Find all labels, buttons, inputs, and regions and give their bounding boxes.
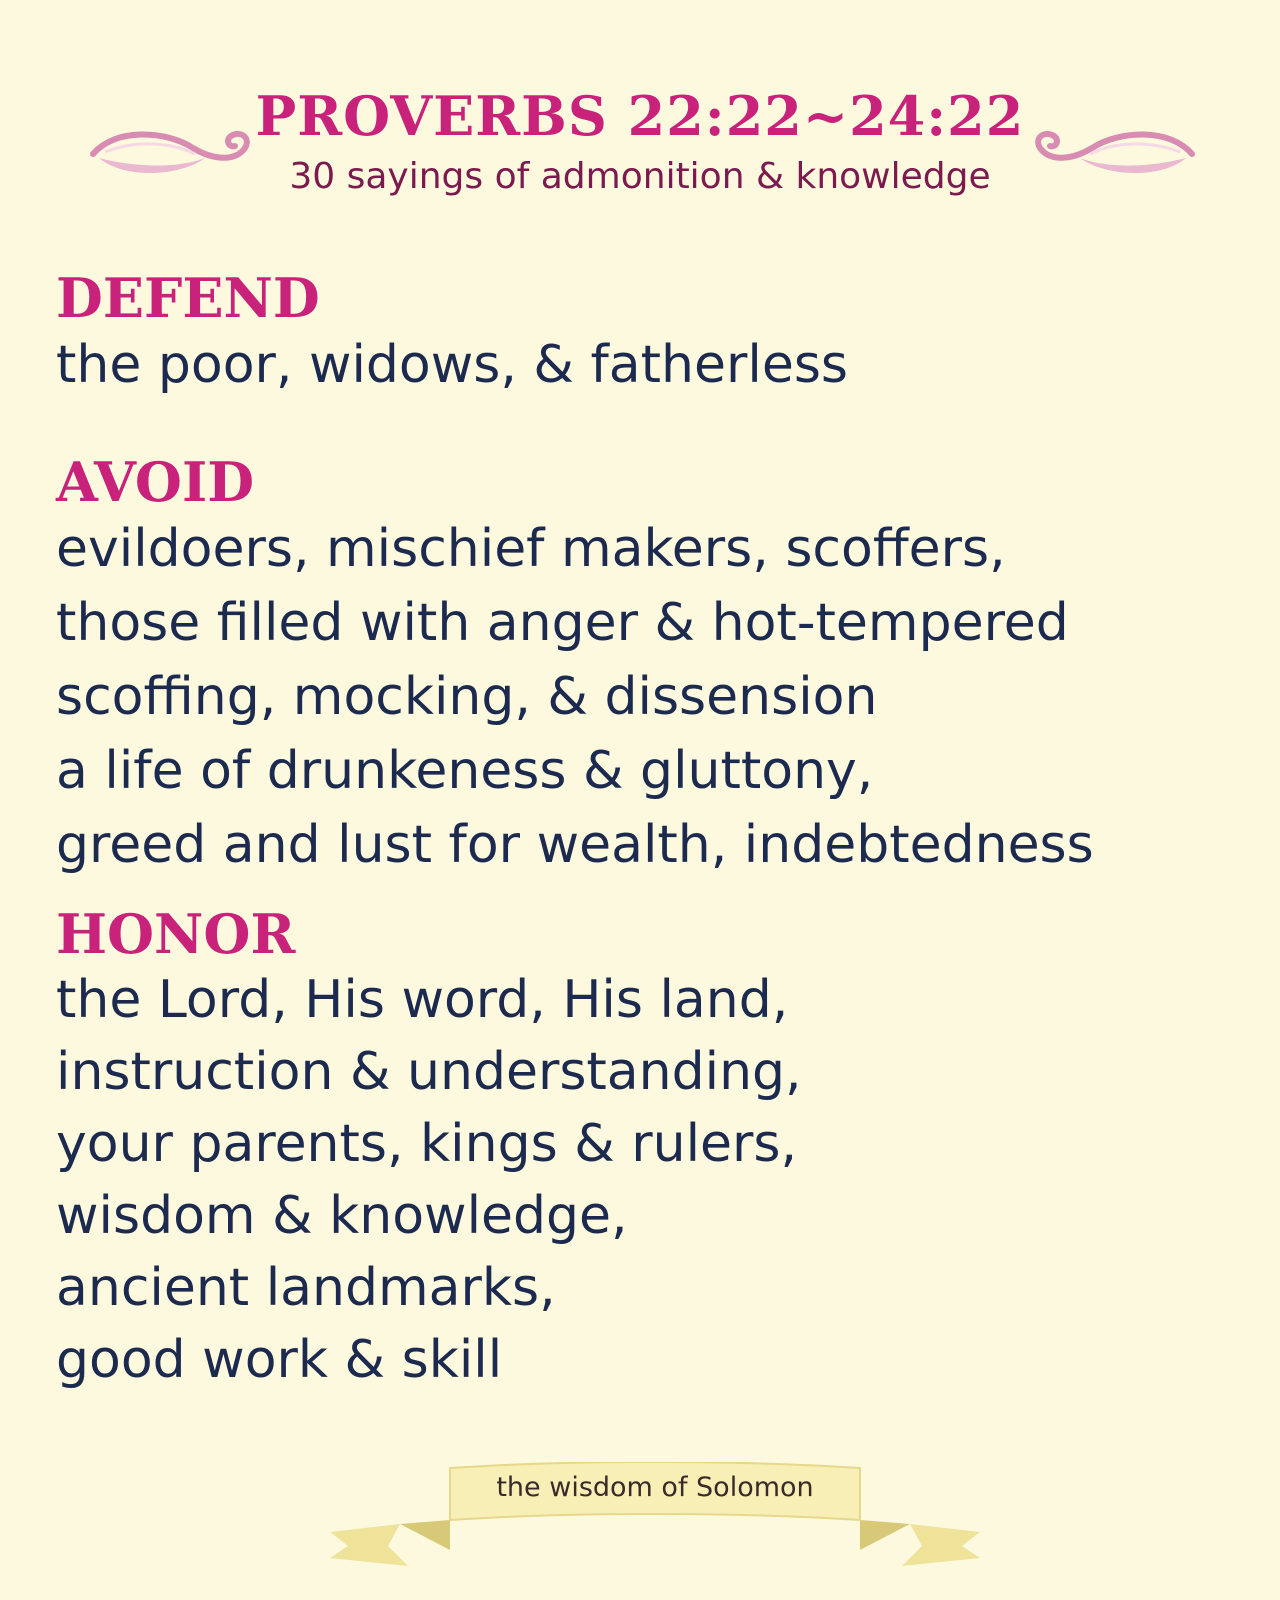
section-lines <box>56 328 1236 402</box>
list-item: those filled with anger & hot-tempered <box>56 593 1069 653</box>
list-item: the Lord, His word, His land, <box>56 970 789 1030</box>
list-item: greed and lust for wealth, indebtedness <box>56 815 1094 875</box>
section-honor <box>56 904 1236 1396</box>
list-item: the poor, widows, & fatherless <box>56 335 849 395</box>
list-item: wisdom & knowledge, <box>56 1186 628 1246</box>
list-item: scoffing, mocking, & dissension <box>56 667 878 727</box>
section-heading: HONOR <box>56 902 296 966</box>
section-lines <box>56 512 1236 882</box>
page-header <box>0 78 1280 218</box>
banner-text: the wisdom of Solomon <box>496 1472 814 1503</box>
list-item: your parents, kings & rulers, <box>56 1114 798 1174</box>
list-item: a life of drunkeness & gluttony, <box>56 741 874 801</box>
list-item: evildoers, mischief makers, scoffers, <box>56 519 1006 579</box>
section-heading: AVOID <box>56 450 255 514</box>
section-lines <box>56 964 1236 1396</box>
section-defend <box>56 268 1236 402</box>
page-title: PROVERBS 22:22~24:22 <box>255 84 1025 148</box>
list-item: good work & skill <box>56 1330 503 1390</box>
section-avoid <box>56 452 1236 882</box>
footer-banner <box>330 1462 980 1572</box>
page-subtitle: 30 sayings of admonition & knowledge <box>289 156 991 197</box>
section-heading: DEFEND <box>56 266 320 330</box>
list-item: ancient landmarks, <box>56 1258 556 1318</box>
list-item: instruction & understanding, <box>56 1042 802 1102</box>
